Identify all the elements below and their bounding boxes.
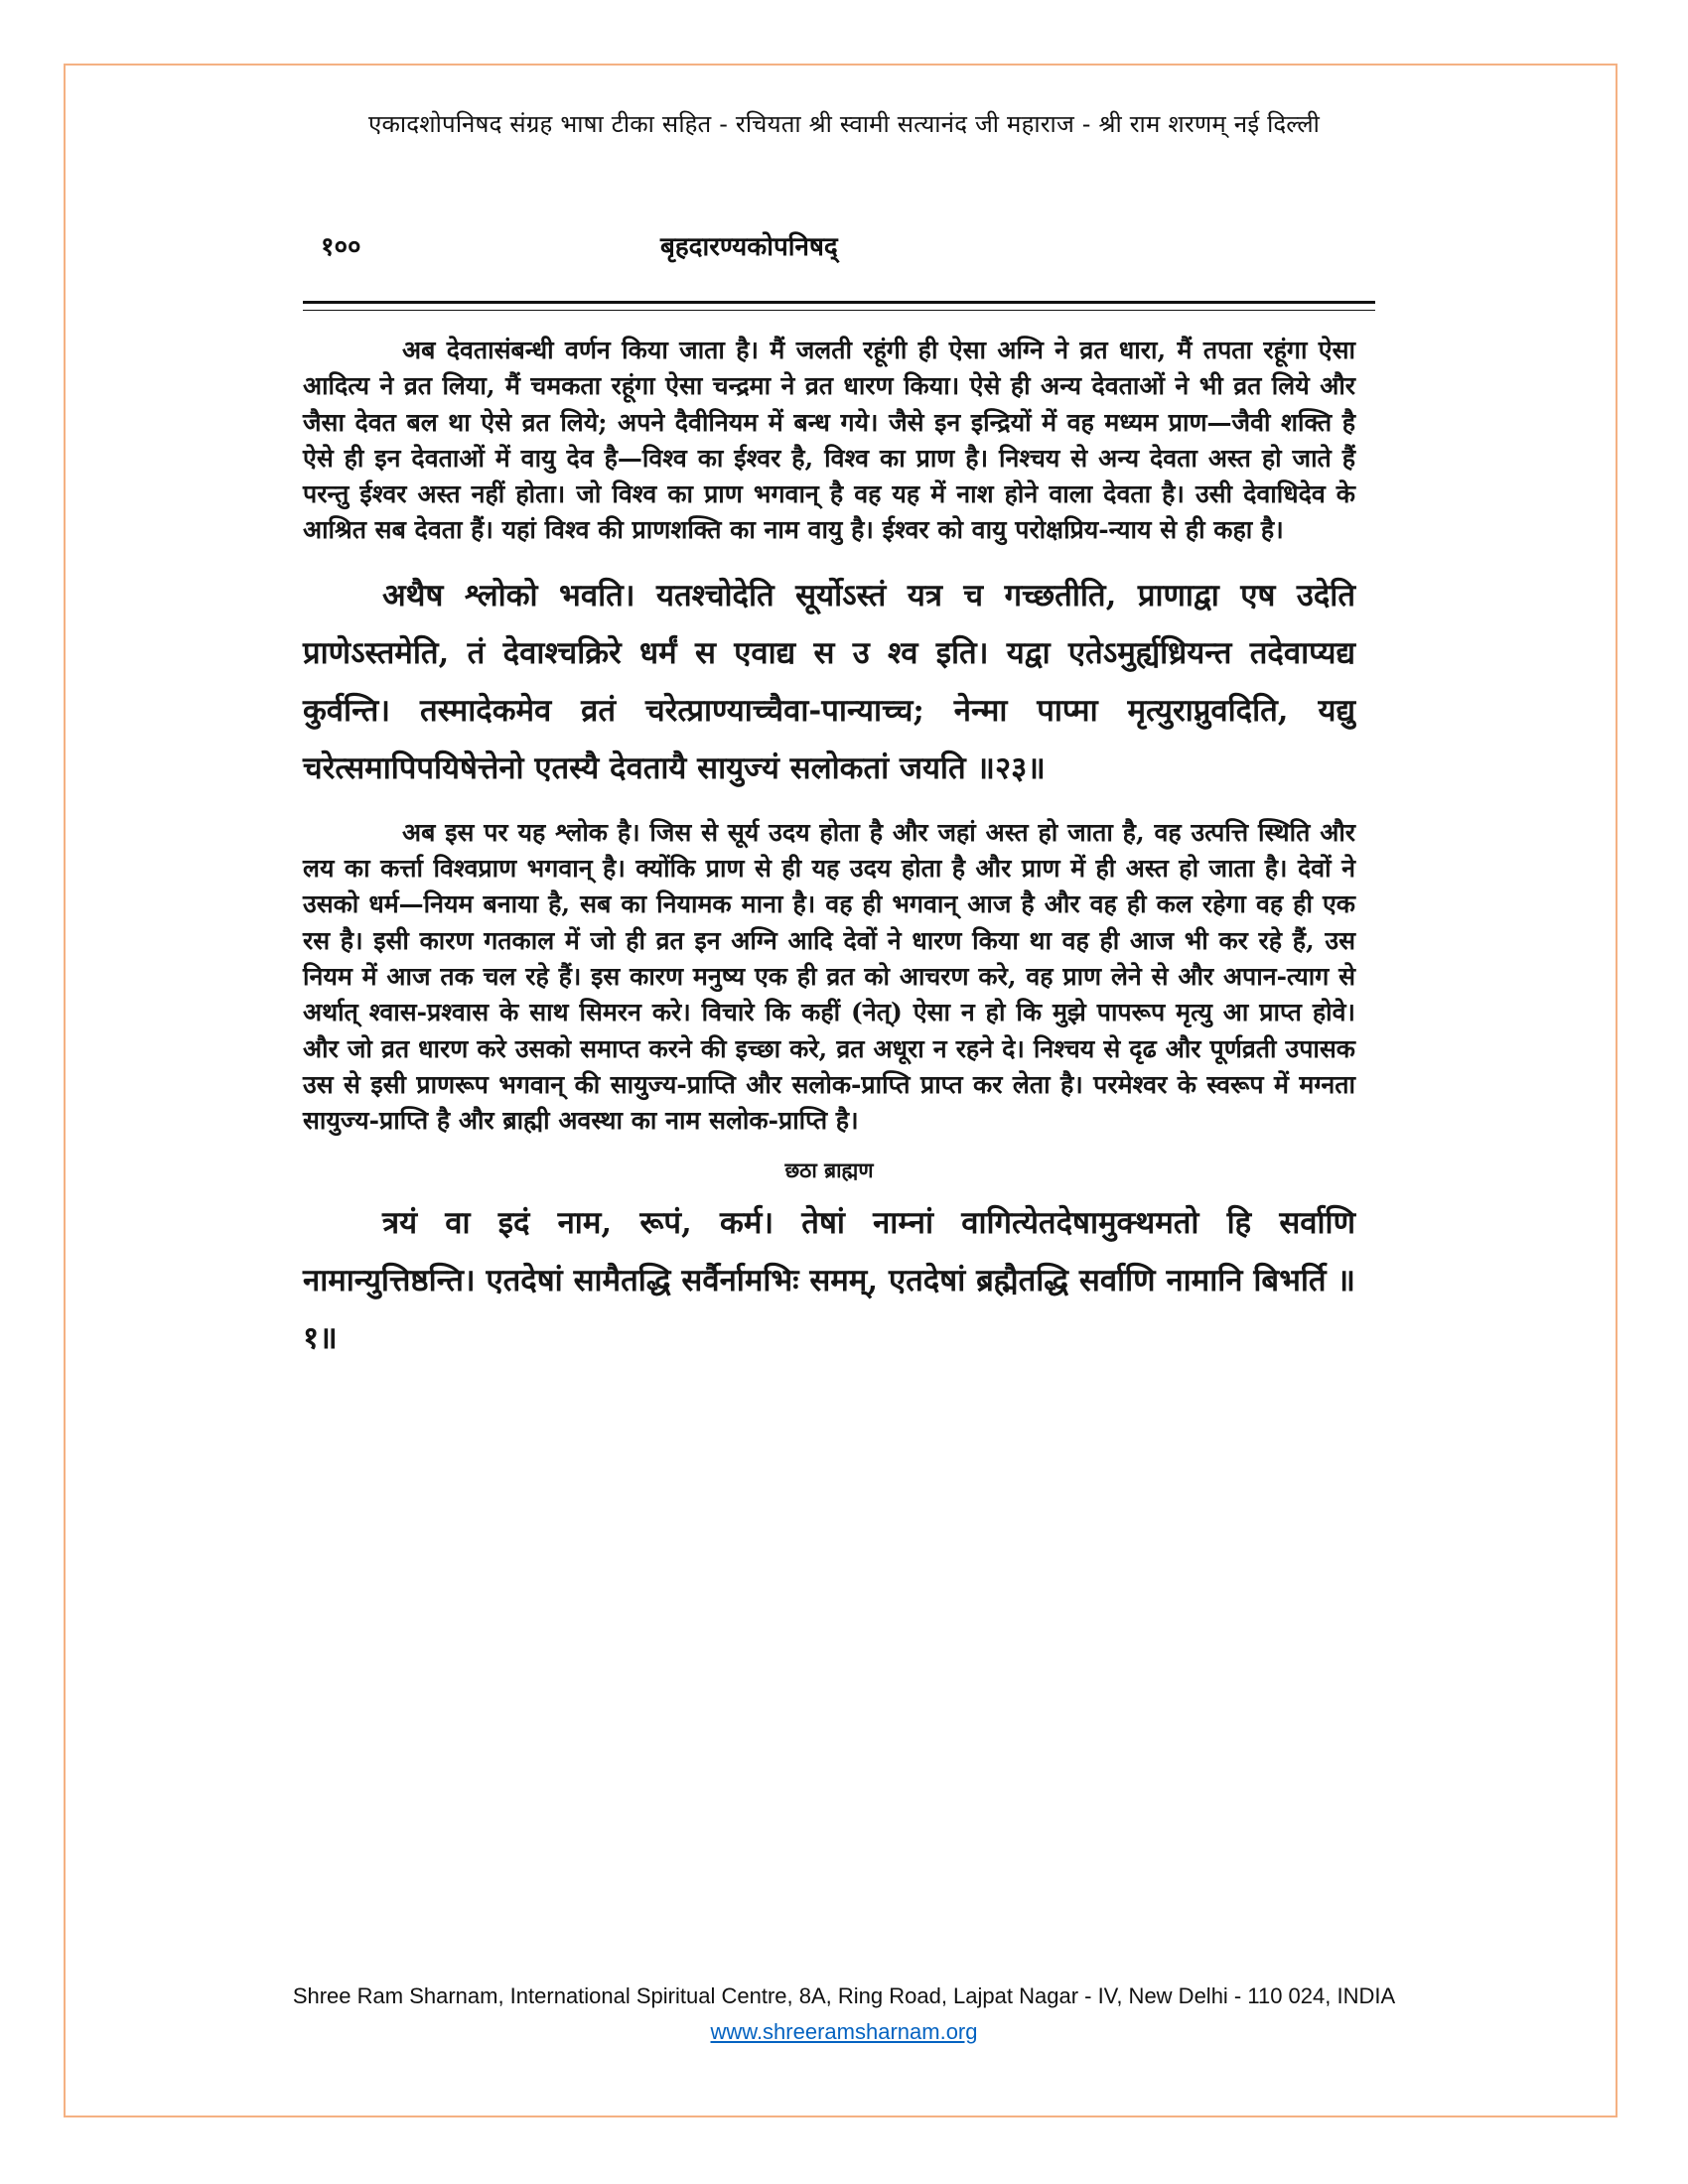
header-rule-thick — [303, 301, 1375, 304]
document-header: एकादशोपनिषद संग्रह भाषा टीका सहित - रचियता श्री स्वामी सत्यानंद जी महाराज - श्री राम शरणम् नई दिल्ली — [367, 110, 1321, 138]
sanskrit-verse-1: त्रयं वा इदं नाम, रूपं, कर्म। तेषां नाम्नां वागित्येतदेषामुक्थमतो हि सर्वाणि नामान्युत्तिष्ठन्ति। एतदेषां सामैतद्धि सर्वैर्नामभिः समम्, एतदेषां ब्रह्मैतद्धि सर्वाणि नामानि बिभर्ति ॥१॥ — [303, 1205, 1355, 1357]
scanned-page — [303, 213, 1375, 1941]
running-head — [303, 213, 1375, 263]
website-link[interactable]: www.shreeramsharnam.org — [710, 2019, 978, 2044]
running-title: बृहदारण्यकोपनिषद् — [660, 232, 838, 262]
header-rule-thin — [303, 310, 1375, 311]
commentary-paragraph-1: अब देवतासंबन्धी वर्णन किया जाता है। मैं जलती रहूंगी ही ऐसा अग्नि ने व्रत धारा, मैं तपता रहूंगा ऐसा आदित्य ने व्रत लिया, मैं चमकता रहूंगा ऐसा चन्द्रमा ने व्रत धारण किया। ऐसे ही अन्य देवताओं ने भी व्रत लिये और जैसा देवत बल था ऐसे व्रत लिये; अपने दैवीनियम में बन्ध गये। जैसे इन इन्द्रियों में वह मध्यम प्राण—जैवी शक्ति है ऐसे ही इन देवताओं में वायु देव है—विश्व का ईश्वर है, विश्व का प्राण है। निश्चय से अन्य देवता अस्त हो जाते हैं परन्तु ईश्वर अस्त नहीं होता। जो विश्व का प्राण भगवान् है वह यह में नाश होने वाला देवता है। उसी देवाधिदेव के आश्रित सब देवता हैं। यहां विश्व की प्राणशक्ति का नाम वायु है। ईश्वर को वायु परोक्षप्रिय-न्याय से ही कहा है। — [303, 336, 1355, 545]
footer-address: Shree Ram Sharnam, International Spiritual Centre, 8A, Ring Road, Lajpat Nagar - IV, New Delhi - 110 024, INDIA — [292, 1983, 1396, 2008]
section-heading: छठा ब्राह्मण — [784, 1158, 874, 1183]
commentary-paragraph-2: अब इस पर यह श्लोक है। जिस से सूर्य उदय होता है और जहां अस्त हो जाता है, वह उत्पत्ति स्थिति और लय का कर्त्ता विश्वप्राण भगवान् है। क्योंकि प्राण से ही यह उदय होता है और प्राण में ही अस्त हो जाता है। देवों ने उसको धर्म—नियम बनाया है, सब का नियामक माना है। वह ही भगवान् आज है और वह ही कल रहेगा वह ही एक रस है। इसी कारण गतकाल में जो ही व्रत इन अग्नि आदि देवों ने धारण किया था वह ही आज भी कर रहे हैं, उस नियम में आज तक चल रहे हैं। इस कारण मनुष्य एक ही व्रत को आचरण करे, वह प्राण लेने से और अपान-त्याग से अर्थात् श्वास-प्रश्वास के साथ सिमरन करे। विचारे कि कहीं (नेत्) ऐसा न हो कि मुझे पापरूप मृत्यु आ प्राप्त होवे। और जो व्रत धारण करे उसको समाप्त करने की इच्छा करे, व्रत अधूरा न रहने दे। निश्चय से दृढ और पूर्णव्रती उपासक उस से इसी प्राणरूप भगवान् की सायुज्य-प्राप्ति और सलोक-प्राप्ति प्राप्त कर लेता है। परमेश्वर के स्वरूप में मग्नता सायुज्य-प्राप्ति है और ब्राह्मी अवस्था का नाम सलोक-प्राप्ति है। — [303, 817, 1355, 1136]
page-number: १०० — [321, 232, 361, 262]
footer-website — [0, 2019, 1688, 2045]
page-body — [303, 333, 1355, 1385]
sanskrit-verse-23: अथैष श्लोको भवति। यतश्चोदेति सूर्योऽस्तं यत्र च गच्छतीति, प्राणाद्वा एष उदेति प्राणेऽस्तमेति, तं देवाश्चक्रिरे धर्मं स एवाद्य स उ श्व इति। यद्वा एतेऽमुर्ह्यध्रियन्त तदेवाप्यद्य कुर्वन्ति। तस्मादेकमेव व्रतं चरेत्प्राण्याच्चैवा-पान्याच्च; नेन्मा पाप्मा मृत्युराप्नुवदिति, यद्यु चरेत्समापिपयिषेत्तेनो एतस्यै देवतायै सायुज्यं सलोकतां जयति ॥२३॥ — [303, 577, 1355, 786]
